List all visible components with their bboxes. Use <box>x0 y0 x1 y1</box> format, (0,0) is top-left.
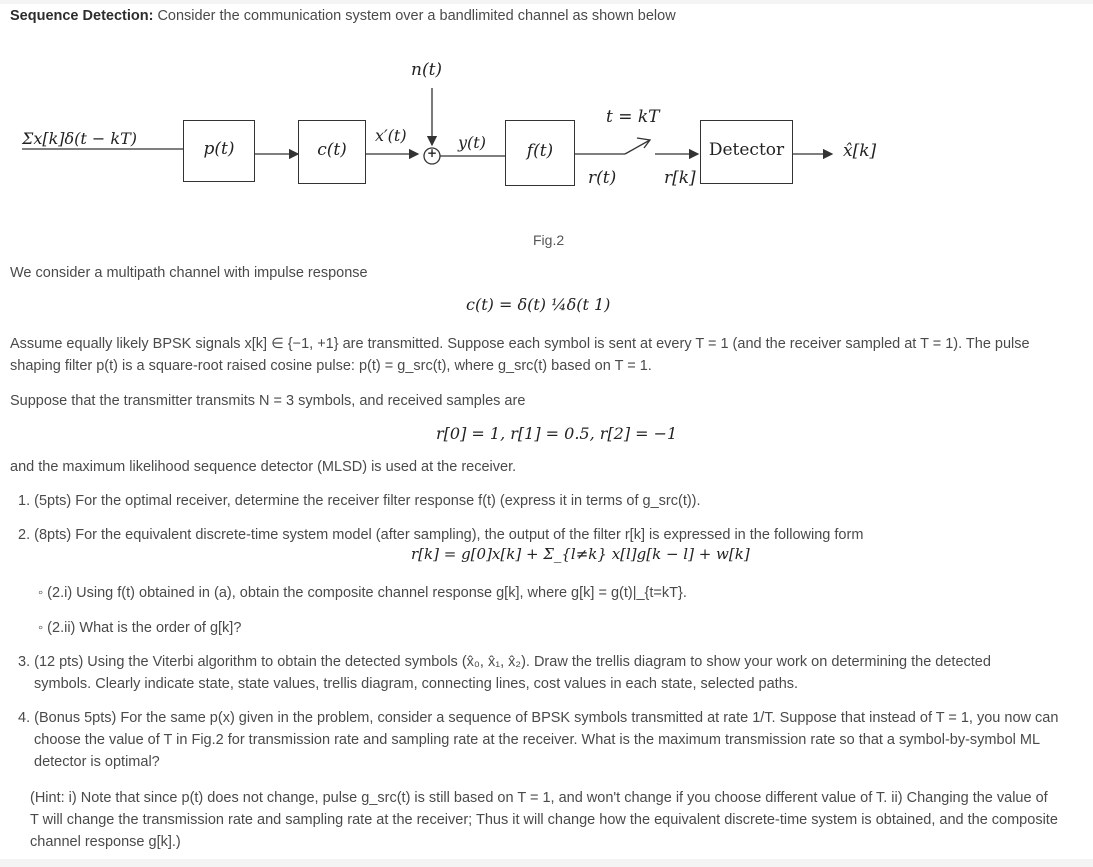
samples-equation: r[0] = 1, r[1] = 0.5, r[2] = −1 <box>436 424 678 443</box>
r-t-label: r(t) <box>588 168 617 188</box>
channel-label: c(t) <box>317 140 347 160</box>
question-4-line-3: detector is optimal? <box>34 754 160 770</box>
header-label: Sequence Detection: <box>10 8 154 24</box>
subitem-2ii <box>38 617 241 639</box>
question-4-number: 4. <box>18 710 31 726</box>
xprime-label: x′(t) <box>375 126 407 145</box>
hint-line-1: (Hint: i) Note that since p(t) does not change, pulse g_src(t) is still based on T = 1, and won't change if you choose different value of T. ii) Changing the value of <box>30 790 1048 806</box>
hint-block <box>30 787 1085 853</box>
detector-block <box>700 120 793 184</box>
question-2-text: (8pts) For the equivalent discrete-time system model (after sampling), the output of the filter r[k] is expressed in the following form <box>34 527 864 543</box>
pulse-shaping-label: p(t) <box>203 139 235 159</box>
channel-block <box>298 120 366 184</box>
subitem-bullet-icon: ◦ <box>38 585 44 601</box>
receiver-filter-label: f(t) <box>526 141 554 161</box>
sampler-switch <box>625 140 650 154</box>
input-signal-label: Σx[k]δ(t − kT) <box>22 129 138 148</box>
bpsk-line-1: Assume equally likely BPSK signals x[k] ∈ {−1, +1} are transmitted. Suppose each symbol is sent at every T = 1 (and the receiver sampled at T = 1). The pulse <box>10 336 1030 352</box>
channel-equation: c(t) = δ(t) ¼δ(t 1) <box>466 295 611 314</box>
header-text: Consider the communication system over a bandlimited channel as shown below <box>157 8 676 24</box>
sampler-label: t = kT <box>606 107 660 127</box>
question-2-number: 2. <box>18 527 31 543</box>
r-k-label: r[k] <box>664 168 696 188</box>
question-1-text: (5pts) For the optimal receiver, determine the receiver filter response f(t) (express it in terms of g_src(t)). <box>34 493 701 509</box>
pulse-shaping-block <box>183 120 255 182</box>
question-4 <box>18 707 1088 773</box>
subitem-2i-text: (2.i) Using f(t) obtained in (a), obtain the composite channel response g[k], where g[k] = g(t)|_{t=kT}. <box>47 585 687 601</box>
hint-line-3: channel response g[k].) <box>30 834 181 850</box>
output-label: x̂[k] <box>843 141 877 161</box>
problem-header <box>10 5 676 27</box>
question-3-number: 3. <box>18 654 31 670</box>
receiver-filter-block <box>505 120 575 186</box>
question-1-number: 1. <box>18 493 31 509</box>
question-3-line-1: (12 pts) Using the Viterbi algorithm to obtain the detected symbols (x̂₀, x̂₁, x̂₂). Draw the trellis diagram to show your work on determining the detected <box>34 654 991 670</box>
multipath-intro: We consider a multipath channel with impulse response <box>10 265 368 281</box>
figure-caption: Fig.2 <box>533 232 565 248</box>
mlsd-line: and the maximum likelihood sequence detector (MLSD) is used at the receiver. <box>10 459 517 475</box>
y-label: y(t) <box>458 133 486 152</box>
bpsk-line-2: shaping filter p(t) is a square-root raised cosine pulse: p(t) = g_src(t), where g_src(t) based on T = 1. <box>10 358 652 374</box>
adder-symbol: + <box>427 146 438 160</box>
subitem-2i <box>38 582 687 604</box>
question-2 <box>18 524 863 546</box>
subitem-2ii-text: (2.ii) What is the order of g[k]? <box>47 620 242 636</box>
noise-label: n(t) <box>411 60 443 80</box>
detector-label: Detector <box>708 140 785 160</box>
question-3-line-2: symbols. Clearly indicate state, state values, trellis diagram, connecting lines, cost values in each state, selected paths. <box>34 676 799 692</box>
question-4-line-1: (Bonus 5pts) For the same p(x) given in the problem, consider a sequence of BPSK symbols transmitted at rate 1/T. Suppose that instead of T = 1, you now can <box>34 710 1059 726</box>
bottom-divider <box>0 859 1093 867</box>
question-4-line-2: choose the value of T in Fig.2 for transmission rate and sampling rate at the receiver. What is the maximum transmission rate so that a symbol-by-symbol ML <box>34 732 1041 748</box>
q2-equation: r[k] = g[0]x[k] + Σ_{l≠k} x[l]g[k − l] + w[k] <box>411 545 750 563</box>
hint-line-2: T will change the transmission rate and sampling rate at the receiver; Thus it will change how the equivalent discrete-time system is obtained, and the composite <box>30 812 1058 828</box>
subitem-bullet-icon: ◦ <box>38 620 44 636</box>
top-divider <box>0 0 1093 4</box>
question-1 <box>18 490 701 512</box>
transmit-line: Suppose that the transmitter transmits N = 3 symbols, and received samples are <box>10 393 526 409</box>
block-diagram <box>0 40 1093 260</box>
question-3 <box>18 651 1078 695</box>
